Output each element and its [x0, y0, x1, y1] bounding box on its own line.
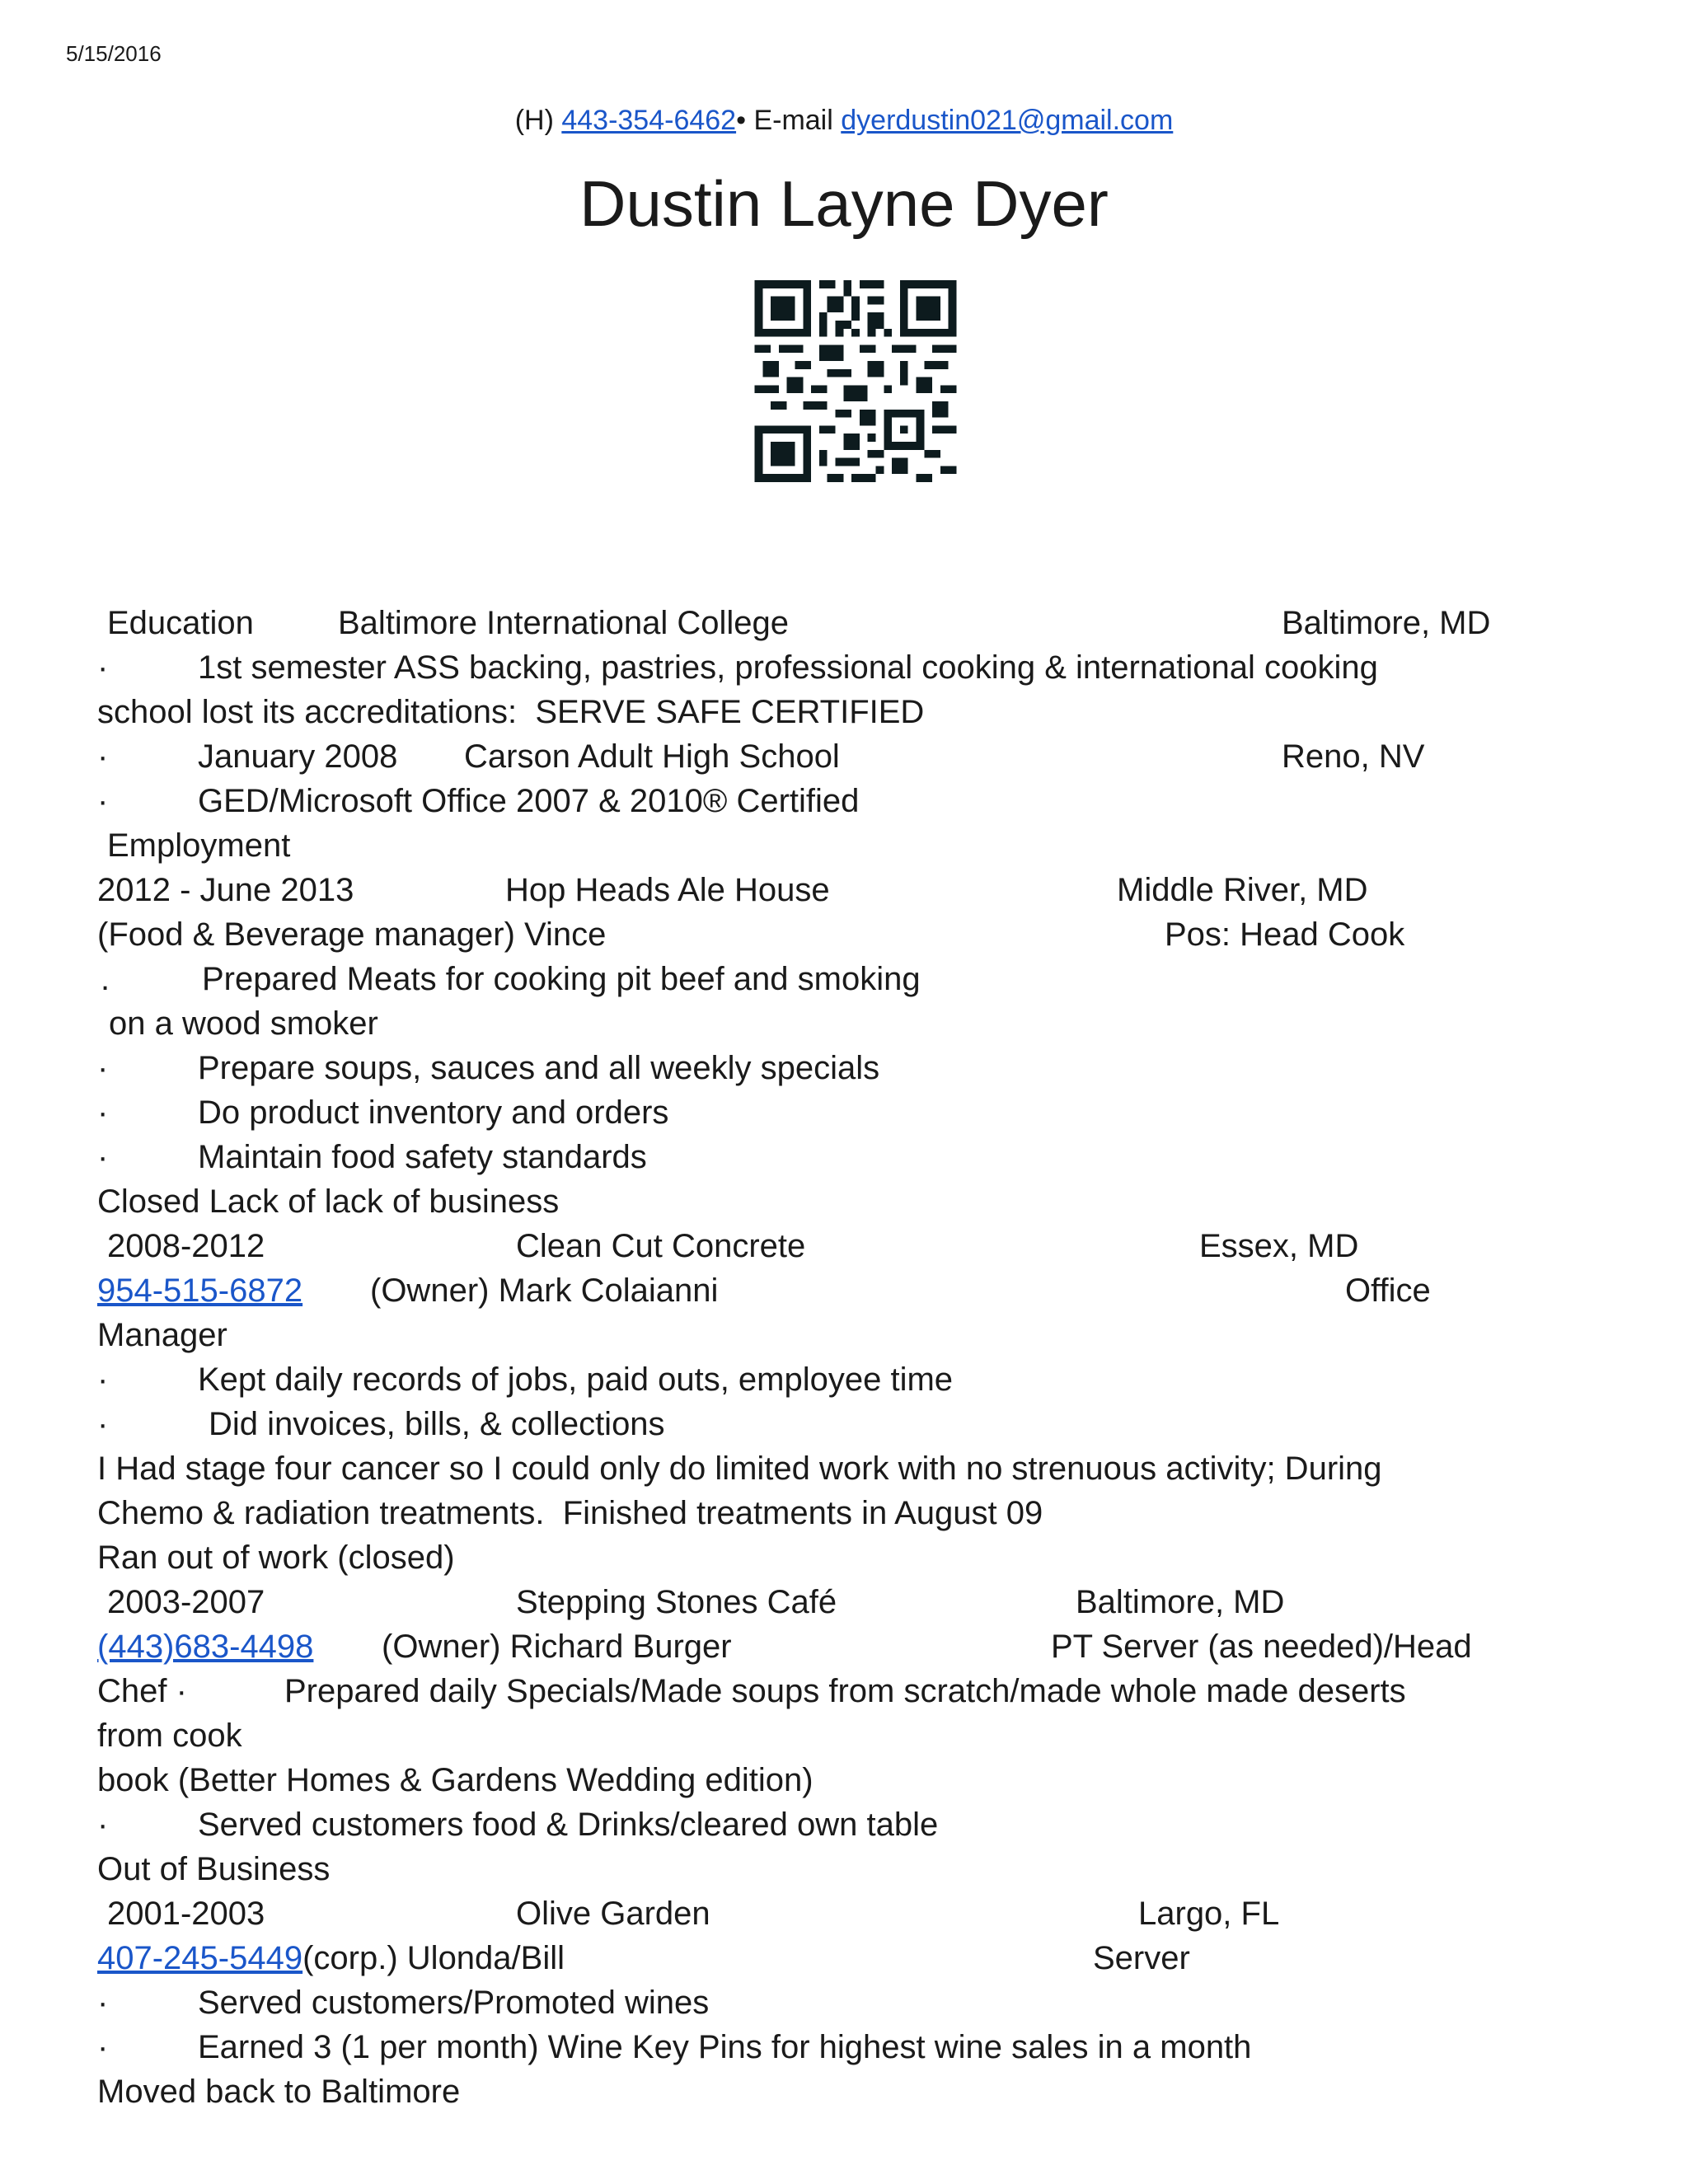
job4-duty-2: Earned 3 (1 per month) Wine Key Pins for highest wine sales in a month	[198, 2029, 1252, 2065]
job2-note-line-1: I Had stage four cancer so I could only do limited work with no strenuous activity; During	[97, 1451, 1382, 1487]
job1-duty-1: Prepared Meats for cooking pit beef and smoking	[202, 961, 921, 997]
job3-duty-2: Served customers food & Drinks/cleared own table	[198, 1807, 939, 1843]
bullet: ·	[97, 1139, 109, 1175]
job3-position-cont: Chef ·	[97, 1673, 187, 1709]
bullet: ·	[97, 2029, 109, 2065]
job1-position: Pos: Head Cook	[1165, 916, 1405, 953]
job2-location: Essex, MD	[1199, 1228, 1359, 1264]
job4-leave-reason: Moved back to Baltimore	[97, 2074, 461, 2110]
job4-dates: 2001-2003	[107, 1896, 265, 1932]
job2-note-line-2: Chemo & radiation treatments. Finished treatments in August 09	[97, 1495, 1043, 1531]
job2-company: Clean Cut Concrete	[516, 1228, 806, 1264]
bullet: ·	[97, 1361, 109, 1398]
job3-dates: 2003-2007	[107, 1584, 265, 1620]
job4-contact: (corp.) Ulonda/Bill	[302, 1940, 565, 1976]
bullet: ·	[97, 1094, 109, 1131]
job1-duty-3: Do product inventory and orders	[198, 1094, 669, 1131]
contact-line	[0, 105, 1688, 137]
job3-position: PT Server (as needed)/Head	[1051, 1629, 1472, 1665]
job3-contact: (Owner) Richard Burger	[382, 1629, 732, 1665]
job4-phone-link[interactable]: 407-245-5449	[97, 1940, 303, 1976]
job2-duty-1: Kept daily records of jobs, paid outs, employee time	[198, 1361, 954, 1398]
education-detail-line-2: school lost its accreditations: SERVE SAFE CERTIFIED	[97, 694, 925, 730]
education-school: Baltimore International College	[338, 605, 789, 641]
job2-dates: 2008-2012	[107, 1228, 265, 1264]
home-label: (H)	[514, 105, 554, 136]
ged-school: Carson Adult High School	[464, 738, 840, 775]
job3-leave-reason: Out of Business	[97, 1851, 331, 1887]
education-location: Baltimore, MD	[1282, 605, 1491, 641]
job2-duty-2: Did invoices, bills, & collections	[209, 1406, 665, 1442]
job3-phone-link[interactable]: (443)683-4498	[97, 1629, 314, 1665]
bullet: ·	[97, 783, 109, 819]
qr-code-icon	[748, 280, 963, 482]
job1-leave-reason: Closed Lack of lack of business	[97, 1183, 560, 1220]
education-heading: Education	[107, 605, 254, 641]
bullet: .	[101, 961, 110, 997]
email-label: • E-mail	[736, 105, 833, 136]
bullet: ·	[97, 1050, 109, 1086]
job4-position: Server	[1093, 1940, 1190, 1976]
job4-company: Olive Garden	[516, 1896, 710, 1932]
job4-duty-1: Served customers/Promoted wines	[198, 1985, 710, 2021]
bullet: ·	[97, 1807, 109, 1843]
home-phone-link[interactable]: 443-354-6462	[561, 105, 737, 136]
job3-duty-1-cont-2: book (Better Homes & Gardens Wedding edition)	[97, 1762, 814, 1798]
print-date: 5/15/2016	[66, 41, 162, 66]
job1-company: Hop Heads Ale House	[505, 872, 830, 908]
job1-dates: 2012 - June 2013	[97, 872, 354, 908]
job1-duty-2: Prepare soups, sauces and all weekly specials	[198, 1050, 880, 1086]
bullet: ·	[97, 738, 109, 775]
job3-duty-1-cont-1: from cook	[97, 1718, 242, 1754]
bullet: ·	[97, 1985, 109, 2021]
job3-location: Baltimore, MD	[1076, 1584, 1285, 1620]
ged-date: January 2008	[198, 738, 398, 775]
job1-duty-1-cont: on a wood smoker	[109, 1005, 378, 1042]
job2-contact: (Owner) Mark Colaianni	[370, 1272, 719, 1309]
job2-position-cont: Manager	[97, 1317, 227, 1353]
job3-duty-1: Prepared daily Specials/Made soups from scratch/made whole made deserts	[284, 1673, 1406, 1709]
job4-contact-line	[97, 1938, 565, 1979]
ged-location: Reno, NV	[1282, 738, 1425, 775]
job2-leave-reason: Ran out of work (closed)	[97, 1540, 455, 1576]
email-link[interactable]: dyerdustin021@gmail.com	[841, 105, 1174, 136]
bullet: ·	[97, 1406, 109, 1442]
job1-duty-4: Maintain food safety standards	[198, 1139, 647, 1175]
job4-location: Largo, FL	[1138, 1896, 1280, 1932]
employment-heading: Employment	[107, 827, 291, 864]
job2-position: Office	[1345, 1272, 1431, 1309]
page-title: Dustin Layne Dyer	[579, 167, 1109, 240]
job1-location: Middle River, MD	[1117, 872, 1368, 908]
job3-company: Stepping Stones Café	[516, 1584, 837, 1620]
ged-certification: GED/Microsoft Office 2007 & 2010® Certified	[198, 783, 860, 819]
education-detail-line-1: 1st semester ASS backing, pastries, professional cooking & international cooking	[198, 649, 1378, 686]
job2-phone-link[interactable]: 954-515-6872	[97, 1272, 303, 1309]
bullet: ·	[97, 649, 109, 686]
job1-contact: (Food & Beverage manager) Vince	[97, 916, 607, 953]
